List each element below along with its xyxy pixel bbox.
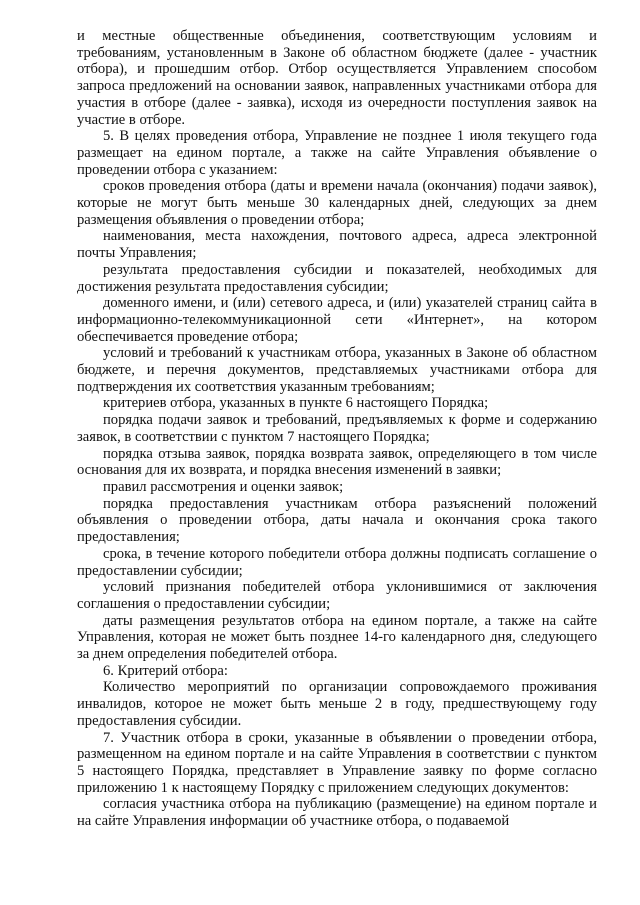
paragraph-item-domain: доменного имени, и (или) сетевого адреса, и (или) указателей страниц сайта в информационно-телекоммуникационной сети «Интернет», на котором обеспечивается проведение отбора; xyxy=(77,295,597,345)
paragraph-clause-6: 6. Критерий отбора: xyxy=(103,662,228,679)
paragraph-item-evasion: условий признания победителей отбора уклонившимися от заключения соглашения о предоставлении субсидии; xyxy=(77,579,597,612)
document-page xyxy=(77,28,597,900)
paragraph-clause-7: 7. Участник отбора в сроки, указанные в объявлении о проведении отбора, размещенном на едином портале и на сайте Управления в соответствии с пунктом 5 настоящего Порядка, представляет в Управление заявку по форме согласно приложению 1 к настоящему Порядку с приложением следующих документов: xyxy=(77,729,597,796)
paragraph-item-requirements: условий и требований к участникам отбора, указанных в Законе об областном бюджете, и перечня документов, представляемых участниками отбора для подтверждения их соответствия указанным требованиям; xyxy=(77,345,597,395)
paragraph-item-criteria: критериев отбора, указанных в пункте 6 настоящего Порядка; xyxy=(103,395,489,412)
paragraph-item-result: результата предоставления субсидии и показателей, необходимых для достижения результата предоставления субсидии; xyxy=(77,261,597,295)
paragraph-item-review-rules: правил рассмотрения и оценки заявок; xyxy=(103,478,344,495)
paragraph-item-submission: порядка подачи заявок и требований, предъявляемых к форме и содержанию заявок, в соответствии с пунктом 7 настоящего Порядка; xyxy=(77,412,597,445)
paragraph-clause-5: 5. В целях проведения отбора, Управление не позднее 1 июля текущего года размещает на едином портале, а также на сайте Управления объявление о проведении отбора с указанием: xyxy=(77,128,597,178)
paragraph-item-contacts: наименования, места нахождения, почтового адреса, адреса электронной почты Управления; xyxy=(77,228,597,262)
paragraph-item-withdrawal: порядка отзыва заявок, порядка возврата заявок, определяющего в том числе основания для их возврата, и порядка внесения изменений в заявки; xyxy=(77,445,597,479)
paragraph-item-signing-term: срока, в течение которого победители отбора должны подписать соглашение о предоставлении субсидии; xyxy=(77,545,597,579)
paragraph-item-consent: согласия участника отбора на публикацию (размещение) на едином портале и на сайте Управления информации об участнике отбора, о подаваемой xyxy=(77,796,597,830)
paragraph-item-deadlines: сроков проведения отбора (даты и времени начала (окончания) подачи заявок), которые не могут быть меньше 30 календарных дней, следующих за днем размещения объявления о проведении отбора; xyxy=(77,178,597,228)
paragraph-intro-continuation: и местные общественные объединения, соответствующим условиям и требованиям, установленным в Законе об областном бюджете (далее - участник отбора), и прошедшим отбор. Отбор осуществляется Управлением способом запроса предложений на основании заявок, направленных участниками отбора для участия в отборе (далее - заявка), исходя из очередности поступления заявок на участие в отборе. xyxy=(77,28,597,128)
paragraph-item-clarifications: порядка предоставления участникам отбора разъяснений положений объявления о проведении отбора, даты начала и окончания срока такого предоставления; xyxy=(77,495,597,546)
paragraph-item-results-date: даты размещения результатов отбора на едином портале, а также на сайте Управления, которая не может быть позднее 14-го календарного дня, следующего за днем определения победителей отбора. xyxy=(77,612,597,663)
paragraph-criterion: Количество мероприятий по организации сопровождаемого проживания инвалидов, которое не может быть меньше 2 в году, предшествующему году предоставления субсидии. xyxy=(77,679,597,729)
